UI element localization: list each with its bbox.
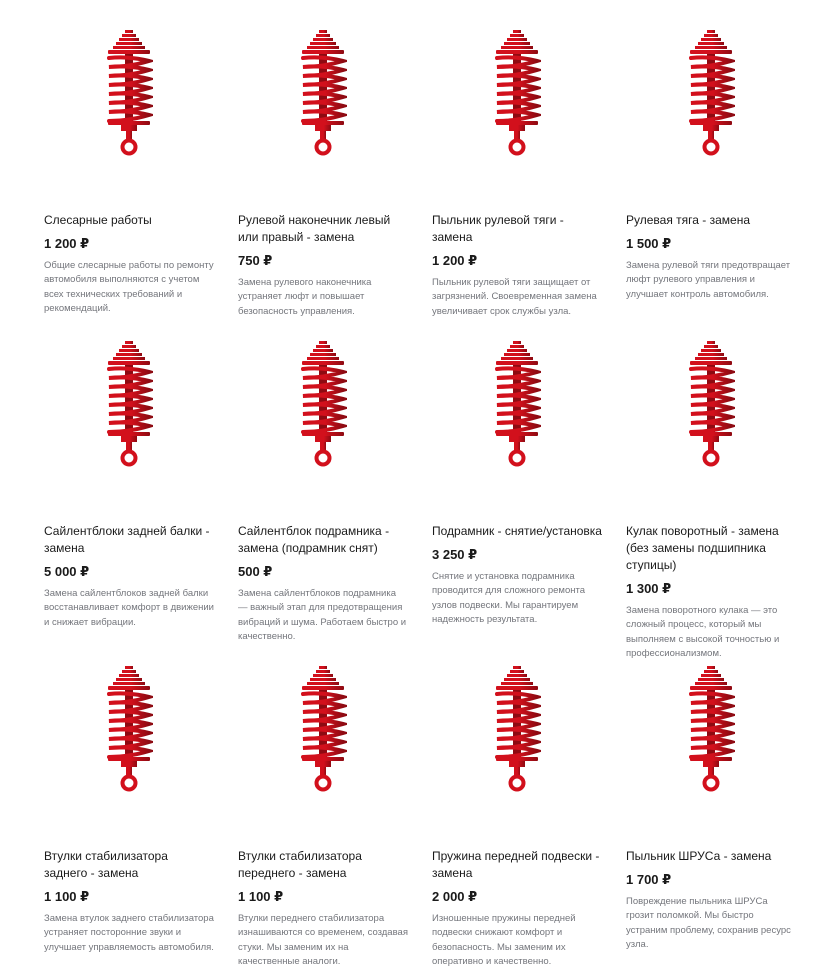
service-title: Пыльник ШРУСа - замена	[626, 849, 772, 863]
coil-spring-shock-icon	[105, 339, 153, 469]
service-card[interactable]	[238, 28, 408, 319]
service-price: 2 000 ₽	[432, 889, 478, 904]
service-description: Снятие и установка подрамника проводится для сложного ремонта узлов подвески. Мы гарантируем надежность результата.	[432, 571, 586, 626]
service-image	[626, 28, 796, 190]
service-title: Слесарные работы	[44, 213, 152, 227]
service-price: 750 ₽	[238, 253, 273, 268]
service-card[interactable]	[238, 664, 408, 970]
service-description: Замена рулевой тяги предотвращает люфт рулевого управления и улучшает контроль автомобиля.	[626, 260, 791, 300]
service-title: Рулевая тяга - замена	[626, 213, 751, 227]
service-image	[238, 28, 408, 190]
coil-spring-shock-icon	[299, 664, 347, 794]
service-image	[432, 339, 602, 501]
service-price: 1 100 ₽	[238, 889, 284, 904]
service-card[interactable]	[44, 28, 214, 317]
service-card[interactable]	[432, 339, 602, 628]
service-card[interactable]	[432, 664, 602, 970]
service-image	[626, 664, 796, 826]
service-price: 5 000 ₽	[44, 564, 90, 579]
coil-spring-shock-icon	[687, 28, 735, 158]
coil-spring-shock-icon	[299, 339, 347, 469]
service-description: Пыльник рулевой тяги защищает от загрязнений. Своевременная замена увеличивает срок службы узла.	[432, 277, 597, 317]
coil-spring-shock-icon	[105, 28, 153, 158]
service-description: Втулки переднего стабилизатора изнашиваются со временем, создавая стуки. Мы заменим их на качественные аналоги.	[238, 913, 408, 968]
service-title: Подрамник - снятие/установка	[432, 524, 602, 538]
service-title: Кулак поворотный - замена (без замены подшипника ступицы)	[626, 524, 779, 572]
service-description: Общие слесарные работы по ремонту автомобиля выполняются с учетом всех технических требований и рекомендаций.	[44, 260, 214, 315]
service-card[interactable]	[432, 28, 602, 319]
service-description: Изношенные пружины передней подвески снижают комфорт и безопасность. Мы заменим их оперативно и качественно.	[432, 913, 576, 968]
service-price: 1 200 ₽	[44, 236, 90, 251]
service-title: Пыльник рулевой тяги - замена	[432, 213, 564, 244]
service-image	[44, 339, 214, 501]
service-price: 1 300 ₽	[626, 581, 672, 596]
service-image	[238, 339, 408, 501]
service-image	[238, 664, 408, 826]
service-image	[432, 664, 602, 826]
service-description: Замена сайлентблоков подрамника — важный этап для предотвращения вибраций и шума. Работаем быстро и качественно.	[238, 588, 407, 643]
service-title: Рулевой наконечник левый или правый - замена	[238, 213, 391, 244]
service-price: 500 ₽	[238, 564, 273, 579]
coil-spring-shock-icon	[299, 28, 347, 158]
coil-spring-shock-icon	[687, 339, 735, 469]
coil-spring-shock-icon	[493, 28, 541, 158]
service-description: Замена рулевого наконечника устраняет люфт и повышает безопасность управления.	[238, 277, 372, 317]
service-description: Замена поворотного кулака — это сложный процесс, который мы выполняем с высокой точностью и профессионализмом.	[626, 605, 780, 660]
service-image	[44, 28, 214, 190]
service-description: Замена втулок заднего стабилизатора устраняет посторонние звуки и улучшает управляемость автомобиля.	[44, 913, 214, 953]
service-title: Пружина передней подвески - замена	[432, 849, 600, 880]
coil-spring-shock-icon	[493, 664, 541, 794]
service-card[interactable]	[238, 339, 408, 645]
service-description: Повреждение пыльника ШРУСа грозит поломкой. Мы быстро устраним проблему, сохранив ресурс узла.	[626, 896, 791, 951]
service-description: Замена сайлентблоков задней балки восстанавливает комфорт в движении и снижает вибрации.	[44, 588, 214, 628]
service-card[interactable]	[626, 339, 796, 662]
service-title: Сайлентблоки задней балки - замена	[44, 524, 210, 555]
service-card[interactable]	[626, 28, 796, 302]
service-image	[432, 28, 602, 190]
coil-spring-shock-icon	[493, 339, 541, 469]
service-card[interactable]	[44, 339, 214, 630]
service-title: Втулки стабилизатора переднего - замена	[238, 849, 362, 880]
service-price: 1 500 ₽	[626, 236, 672, 251]
service-price: 1 700 ₽	[626, 872, 672, 887]
service-price: 1 200 ₽	[432, 253, 478, 268]
service-image	[626, 339, 796, 501]
coil-spring-shock-icon	[105, 664, 153, 794]
service-price: 1 100 ₽	[44, 889, 90, 904]
service-image	[44, 664, 214, 826]
service-title: Сайлентблок подрамника - замена (подрамник снят)	[238, 524, 390, 555]
service-price: 3 250 ₽	[432, 547, 478, 562]
service-card[interactable]	[626, 664, 796, 953]
service-card[interactable]	[44, 664, 214, 955]
coil-spring-shock-icon	[687, 664, 735, 794]
service-title: Втулки стабилизатора заднего - замена	[44, 849, 168, 880]
